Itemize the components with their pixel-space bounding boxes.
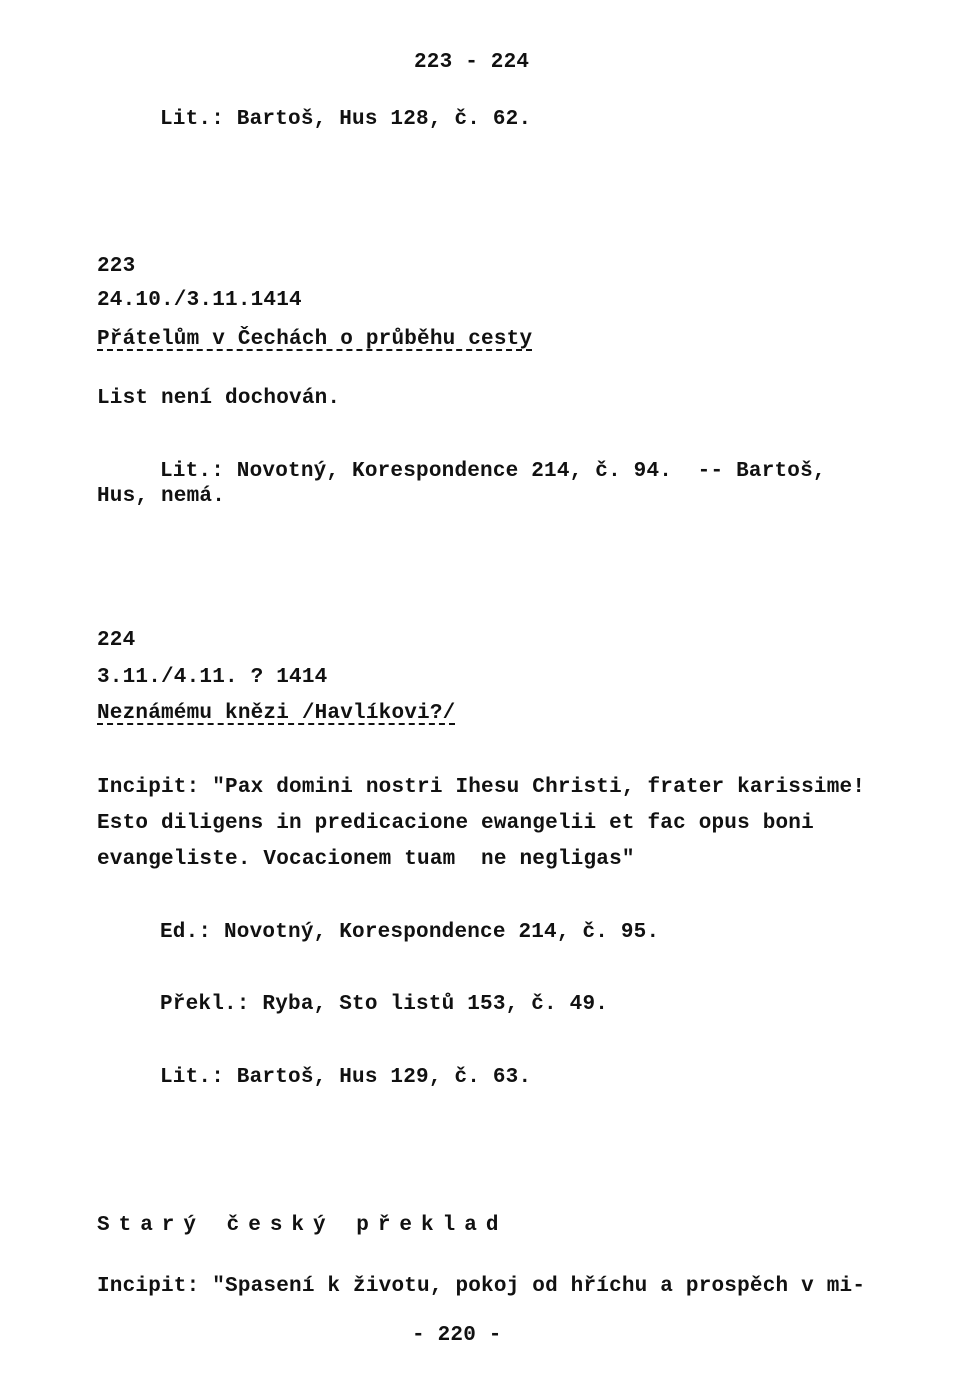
entry-224-title: Neznámému knězi /Havlíkovi?/ <box>97 702 456 725</box>
entry-223-date: 24.10./3.11.1414 <box>97 289 302 312</box>
entry-223-note: List není dochován. <box>97 387 341 410</box>
entry-224-translation: Překl.: Ryba, Sto listů 153, č. 49. <box>160 993 609 1016</box>
entry-224-incipit-line2: Esto diligens in predicacione ewangelii et fac opus boni <box>97 812 814 835</box>
prev-entry-literature: Lit.: Bartoš, Hus 128, č. 62. <box>160 108 532 131</box>
page-number: - 220 - <box>412 1324 502 1347</box>
entry-223-title: Přátelům v Čechách o průběhu cesty <box>97 328 533 351</box>
entry-224-incipit-line1: Incipit: "Pax domini nostri Ihesu Christi, frater karissime! <box>97 776 866 799</box>
entry-224-edition: Ed.: Novotný, Korespondence 214, č. 95. <box>160 921 660 944</box>
entry-223-literature-line2: Hus, nemá. <box>97 485 226 508</box>
old-czech-heading: Starý český překlad <box>97 1214 508 1237</box>
entry-224-number: 224 <box>97 629 136 652</box>
entry-223-number: 223 <box>97 255 136 278</box>
entry-223-literature-line1: Lit.: Novotný, Korespondence 214, č. 94. -- Bartoš, <box>160 460 826 483</box>
entry-224-incipit-line3: evangeliste. Vocacionem tuam ne negligas" <box>97 848 635 871</box>
entry-224-literature: Lit.: Bartoš, Hus 129, č. 63. <box>160 1066 532 1089</box>
old-czech-incipit: Incipit: "Spasení k životu, pokoj od hříchu a prospěch v mi- <box>97 1275 866 1298</box>
entry-224-date: 3.11./4.11. ? 1414 <box>97 666 328 689</box>
running-head: 223 - 224 <box>414 51 530 74</box>
